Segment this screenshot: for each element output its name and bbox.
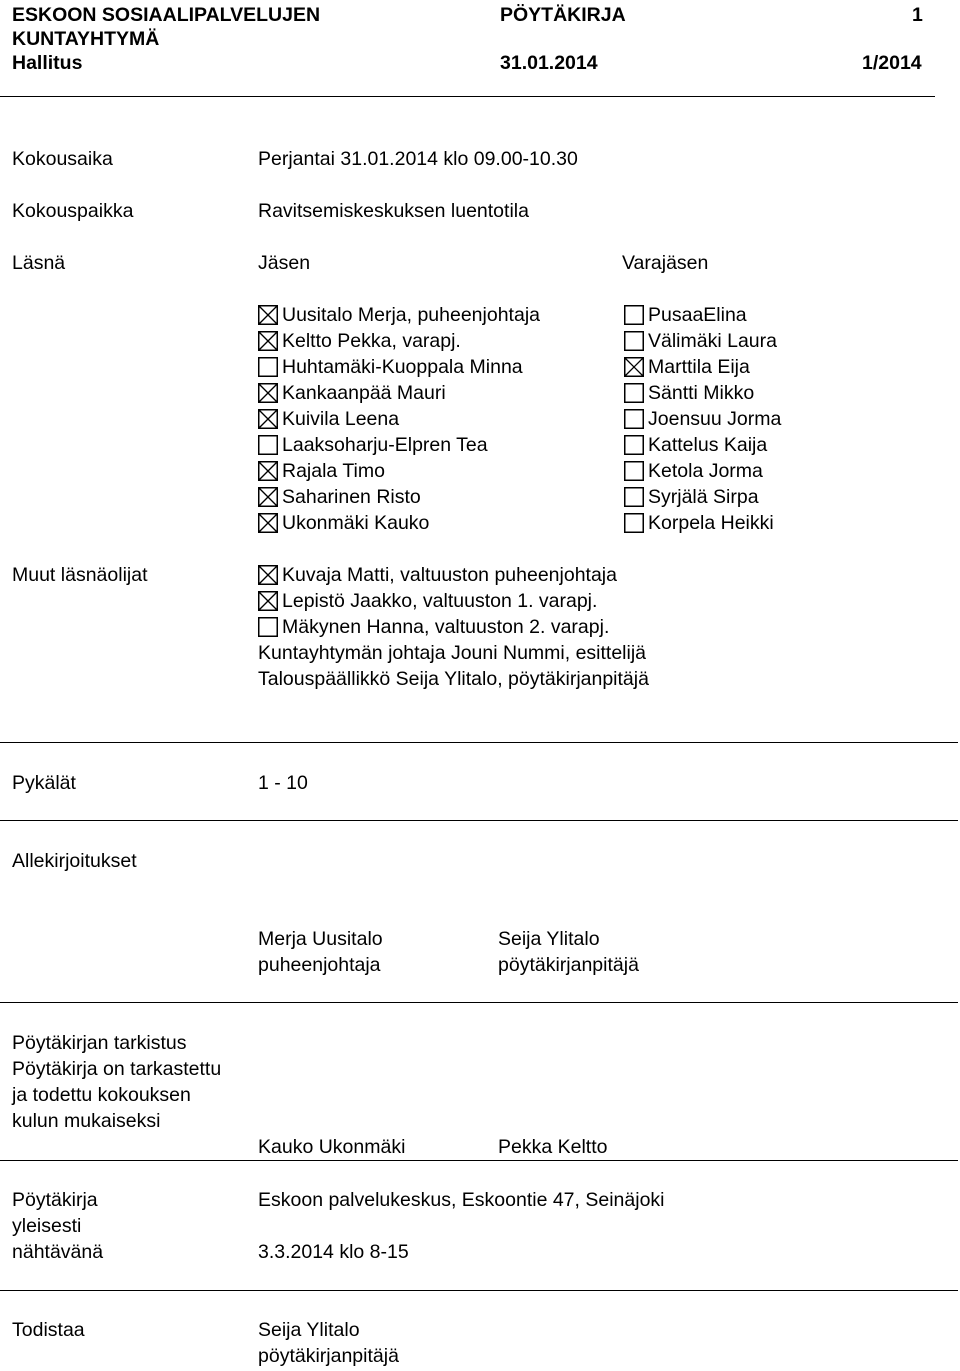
unchecked-box-icon[interactable]: [258, 357, 278, 377]
unchecked-box-icon[interactable]: [624, 513, 644, 533]
deputy-column-header: Varajäsen: [622, 252, 709, 274]
member-row-label: Ukonmäki Kauko: [282, 512, 430, 534]
present-label: Läsnä: [12, 252, 66, 274]
checked-box-icon[interactable]: [258, 409, 278, 429]
member-row[interactable]: [258, 354, 523, 380]
public-place: Eskoon palvelukeskus, Eskoontie 47, Seinäjoki: [258, 1189, 665, 1211]
doc-type: PÖYTÄKIRJA: [500, 4, 626, 26]
member-row[interactable]: [258, 302, 540, 328]
review-text-line: ja todettu kokouksen: [12, 1084, 191, 1106]
member-column-header: Jäsen: [258, 252, 311, 274]
member-row[interactable]: [258, 432, 488, 458]
checked-box-icon[interactable]: [258, 305, 278, 325]
deputy-row-label: Ketola Jorma: [648, 460, 763, 482]
body-name: Hallitus: [12, 52, 83, 74]
signature-2-name: Seija Ylitalo: [498, 928, 600, 950]
checked-box-icon[interactable]: [258, 591, 278, 611]
page-number: 1: [912, 4, 923, 26]
deputy-row[interactable]: [624, 458, 763, 484]
unchecked-box-icon[interactable]: [258, 435, 278, 455]
meeting-place-label: Kokouspaikka: [12, 200, 134, 222]
other-attendees-label: Muut läsnäolijat: [12, 564, 148, 586]
other-attendee-plain: Talouspäällikkö Seija Ylitalo, pöytäkirjanpitäjä: [258, 668, 649, 690]
unchecked-box-icon[interactable]: [258, 617, 278, 637]
unchecked-box-icon[interactable]: [624, 435, 644, 455]
checked-box-icon[interactable]: [624, 357, 644, 377]
deputy-row[interactable]: [624, 484, 759, 510]
divider: [0, 742, 958, 743]
divider: [0, 1290, 958, 1291]
other-attendee-row-label: Kuvaja Matti, valtuuston puheenjohtaja: [282, 564, 617, 586]
certify-label: Todistaa: [12, 1319, 85, 1341]
member-row-label: Kuivila Leena: [282, 408, 400, 430]
unchecked-box-icon[interactable]: [624, 305, 644, 325]
unchecked-box-icon[interactable]: [624, 331, 644, 351]
signature-1-role: puheenjohtaja: [258, 954, 381, 976]
member-row-label: Rajala Timo: [282, 460, 385, 482]
deputy-row-label: Välimäki Laura: [648, 330, 777, 352]
member-row[interactable]: [258, 458, 385, 484]
deputy-row-label: Syrjälä Sirpa: [648, 486, 759, 508]
deputy-row-label: PusaaElina: [648, 304, 747, 326]
other-attendee-row-label: Lepistö Jaakko, valtuuston 1. varapj.: [282, 590, 598, 612]
checked-box-icon[interactable]: [258, 513, 278, 533]
deputy-row[interactable]: [624, 510, 774, 536]
member-row[interactable]: [258, 484, 421, 510]
other-attendee-row[interactable]: [258, 614, 609, 640]
reviewer-1: Kauko Ukonmäki: [258, 1136, 406, 1158]
review-text-line: Pöytäkirja on tarkastettu: [12, 1058, 222, 1080]
review-text-line: kulun mukaiseksi: [12, 1110, 161, 1132]
other-attendee-row[interactable]: [258, 588, 597, 614]
unchecked-box-icon[interactable]: [624, 383, 644, 403]
deputy-row-label: Kattelus Kaija: [648, 434, 768, 456]
deputy-row[interactable]: [624, 380, 754, 406]
other-attendee-plain: Kuntayhtymän johtaja Jouni Nummi, esittelijä: [258, 642, 647, 664]
deputy-row[interactable]: [624, 302, 747, 328]
member-row-label: Kankaanpää Mauri: [282, 382, 446, 404]
minutes-number: 1/2014: [862, 52, 922, 74]
signatures-label: Allekirjoitukset: [12, 850, 137, 872]
checked-box-icon[interactable]: [258, 565, 278, 585]
certify-role: pöytäkirjanpitäjä: [258, 1345, 399, 1367]
header-divider: [0, 96, 935, 97]
member-row[interactable]: [258, 406, 399, 432]
divider: [0, 1160, 958, 1161]
divider: [0, 1002, 958, 1003]
meeting-place-value: Ravitsemiskeskuksen luentotila: [258, 200, 529, 222]
deputy-row-label: Korpela Heikki: [648, 512, 774, 534]
sections-value: 1 - 10: [258, 772, 308, 794]
other-attendee-row-label: Mäkynen Hanna, valtuuston 2. varapj.: [282, 616, 610, 638]
checked-box-icon[interactable]: [258, 331, 278, 351]
public-label-line: Pöytäkirja: [12, 1189, 98, 1211]
header-date: 31.01.2014: [500, 52, 598, 74]
checked-box-icon[interactable]: [258, 383, 278, 403]
unchecked-box-icon[interactable]: [624, 409, 644, 429]
divider: [0, 820, 958, 821]
deputy-row[interactable]: [624, 354, 750, 380]
member-row-label: Saharinen Risto: [282, 486, 421, 508]
member-row[interactable]: [258, 510, 429, 536]
deputy-row-label: Säntti Mikko: [648, 382, 755, 404]
review-title: Pöytäkirjan tarkistus: [12, 1032, 187, 1054]
meeting-time-label: Kokousaika: [12, 148, 113, 170]
org-name-line1: ESKOON SOSIAALIPALVELUJEN: [12, 4, 321, 26]
deputy-row[interactable]: [624, 406, 781, 432]
deputy-row[interactable]: [624, 328, 777, 354]
member-row[interactable]: [258, 328, 461, 354]
public-label-line: nähtävänä: [12, 1241, 104, 1263]
deputy-row-label: Marttila Eija: [648, 356, 750, 378]
member-row-label: Huhtamäki-Kuoppala Minna: [282, 356, 523, 378]
public-time: 3.3.2014 klo 8-15: [258, 1241, 409, 1263]
checked-box-icon[interactable]: [258, 487, 278, 507]
certify-name: Seija Ylitalo: [258, 1319, 360, 1341]
public-label-line: yleisesti: [12, 1215, 82, 1237]
member-row-label: Uusitalo Merja, puheenjohtaja: [282, 304, 540, 326]
signature-1-name: Merja Uusitalo: [258, 928, 383, 950]
member-row-label: Laaksoharju-Elpren Tea: [282, 434, 488, 456]
checked-box-icon[interactable]: [258, 461, 278, 481]
member-row[interactable]: [258, 380, 446, 406]
other-attendee-row[interactable]: [258, 562, 617, 588]
reviewer-2: Pekka Keltto: [498, 1136, 608, 1158]
meeting-time-value: Perjantai 31.01.2014 klo 09.00-10.30: [258, 148, 578, 170]
deputy-row[interactable]: [624, 432, 767, 458]
unchecked-box-icon[interactable]: [624, 461, 644, 481]
unchecked-box-icon[interactable]: [624, 487, 644, 507]
member-row-label: Keltto Pekka, varapj.: [282, 330, 461, 352]
deputy-row-label: Joensuu Jorma: [648, 408, 782, 430]
signature-2-role: pöytäkirjanpitäjä: [498, 954, 639, 976]
org-name-line2: KUNTAYHTYMÄ: [12, 28, 160, 50]
sections-label: Pykälät: [12, 772, 76, 794]
